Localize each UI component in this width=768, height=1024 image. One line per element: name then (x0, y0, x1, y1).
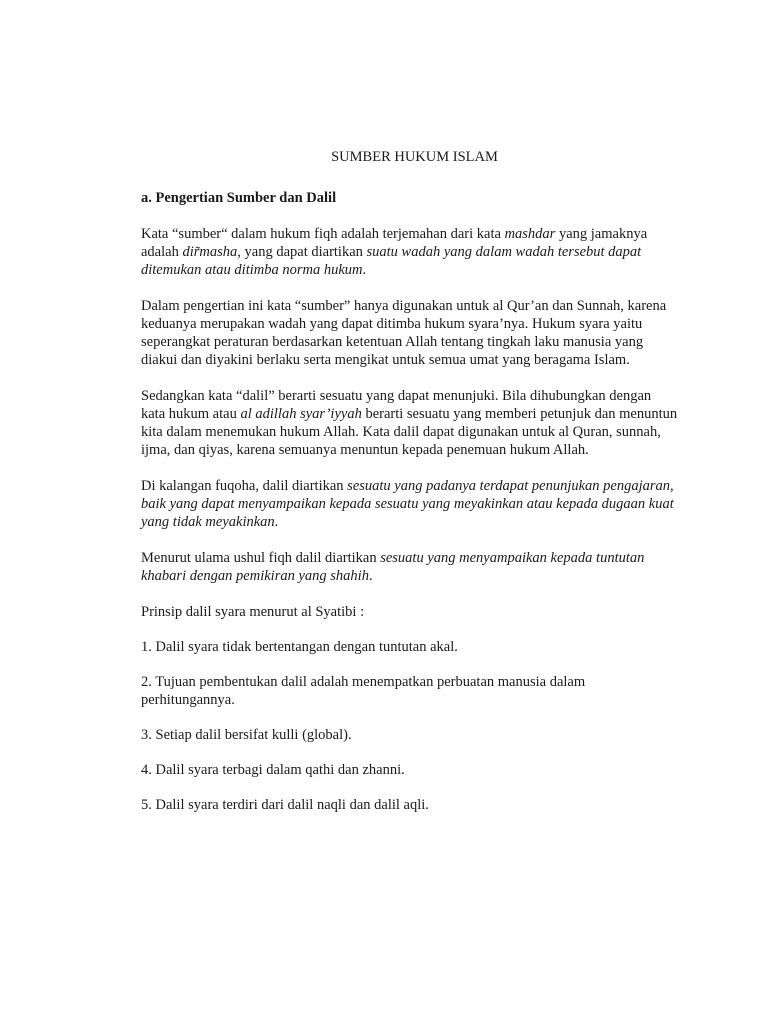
principle-item-5: 5. Dalil syara terdiri dari dalil naqli dan dalil aqli. (141, 797, 429, 813)
section-heading: a. Pengertian Sumber dan Dalil (141, 190, 337, 206)
italic-term: mashdar (504, 226, 556, 242)
principle-item-3: 3. Setiap dalil bersifat kulli (global). (141, 727, 352, 743)
paragraph-text: Menurut ulama ushul fiqh dalil diartikan (141, 550, 381, 566)
italic-definition: suatu wadah yang dalam wadah tersebut dapat ditemukan atau ditimba norma hukum (141, 244, 642, 278)
paragraph-ushul-definition (141, 549, 678, 585)
paragraph-text: Di kalangan fuqoha, dalil diartikan (141, 478, 348, 494)
paragraph-text: . (368, 568, 373, 584)
italic-definition: sesuatu yang padanya terdapat penunjukan pengajaran, baik yang dapat menyampaikan kepada sesuatu yang meyakinkan atau kepada dugaan kuat yang tidak meyakinkan (141, 478, 674, 530)
paragraph-text: yang jamaknya adalah (141, 226, 648, 260)
principles-intro: Prinsip dalil syara menurut al Syatibi : (141, 604, 365, 620)
paragraph-text: . (362, 262, 367, 278)
paragraph-text: , yang dapat diartikan (237, 244, 367, 260)
principle-item-1: 1. Dalil syara tidak bertentangan dengan tuntutan akal. (141, 639, 458, 655)
italic-term: al adillah syar’iyyah (240, 406, 362, 422)
principle-item-2: 2. Tujuan pembentukan dalil adalah menempatkan perbuatan manusia dalam perhitungannya. (141, 674, 586, 708)
paragraph-text: Kata “sumber“ dalam hukum fiqh adalah terjemahan dari kata (141, 226, 505, 242)
paragraph-sumber-definition (141, 225, 678, 279)
paragraph-text: berarti sesuatu yang memberi petunjuk dan menuntun kita dalam menemukan hukum Allah. Kata dalil dapat digunakan untuk al Quran, sunnah, ijma, dan qiyas, karena semuanya menuntun kepada penemuan hukum Allah. (141, 406, 678, 458)
paragraph-fuqoha-definition (141, 477, 678, 531)
paragraph-text: . (274, 514, 279, 530)
paragraph-sumber-usage: Dalam pengertian ini kata “sumber” hanya digunakan untuk al Qur’an dan Sunnah, karena keduanya merupakan wadah yang dapat ditimba hukum syara’nya. Hukum syara yaitu seperangkat peraturan berdasarkan ketentuan Allah tentang tingkah laku manusia yang diakui dan diyakini berlaku serta mengikat untuk semua umat yang beragama Islam. (141, 298, 667, 368)
paragraph-dalil-definition (141, 387, 678, 459)
document-title: SUMBER HUKUM ISLAM (331, 149, 498, 165)
italic-term: dir̃masha (182, 244, 238, 260)
paragraph-text: Sedangkan kata “dalil” berarti sesuatu yang dapat menunjuki. Bila dihubungkan dengan kata hukum atau (141, 388, 652, 422)
principle-item-4: 4. Dalil syara terbagi dalam qathi dan zhanni. (141, 762, 405, 778)
italic-definition: sesuatu yang menyampaikan kepada tuntutan khabari dengan pemikiran yang shahih (141, 550, 645, 584)
